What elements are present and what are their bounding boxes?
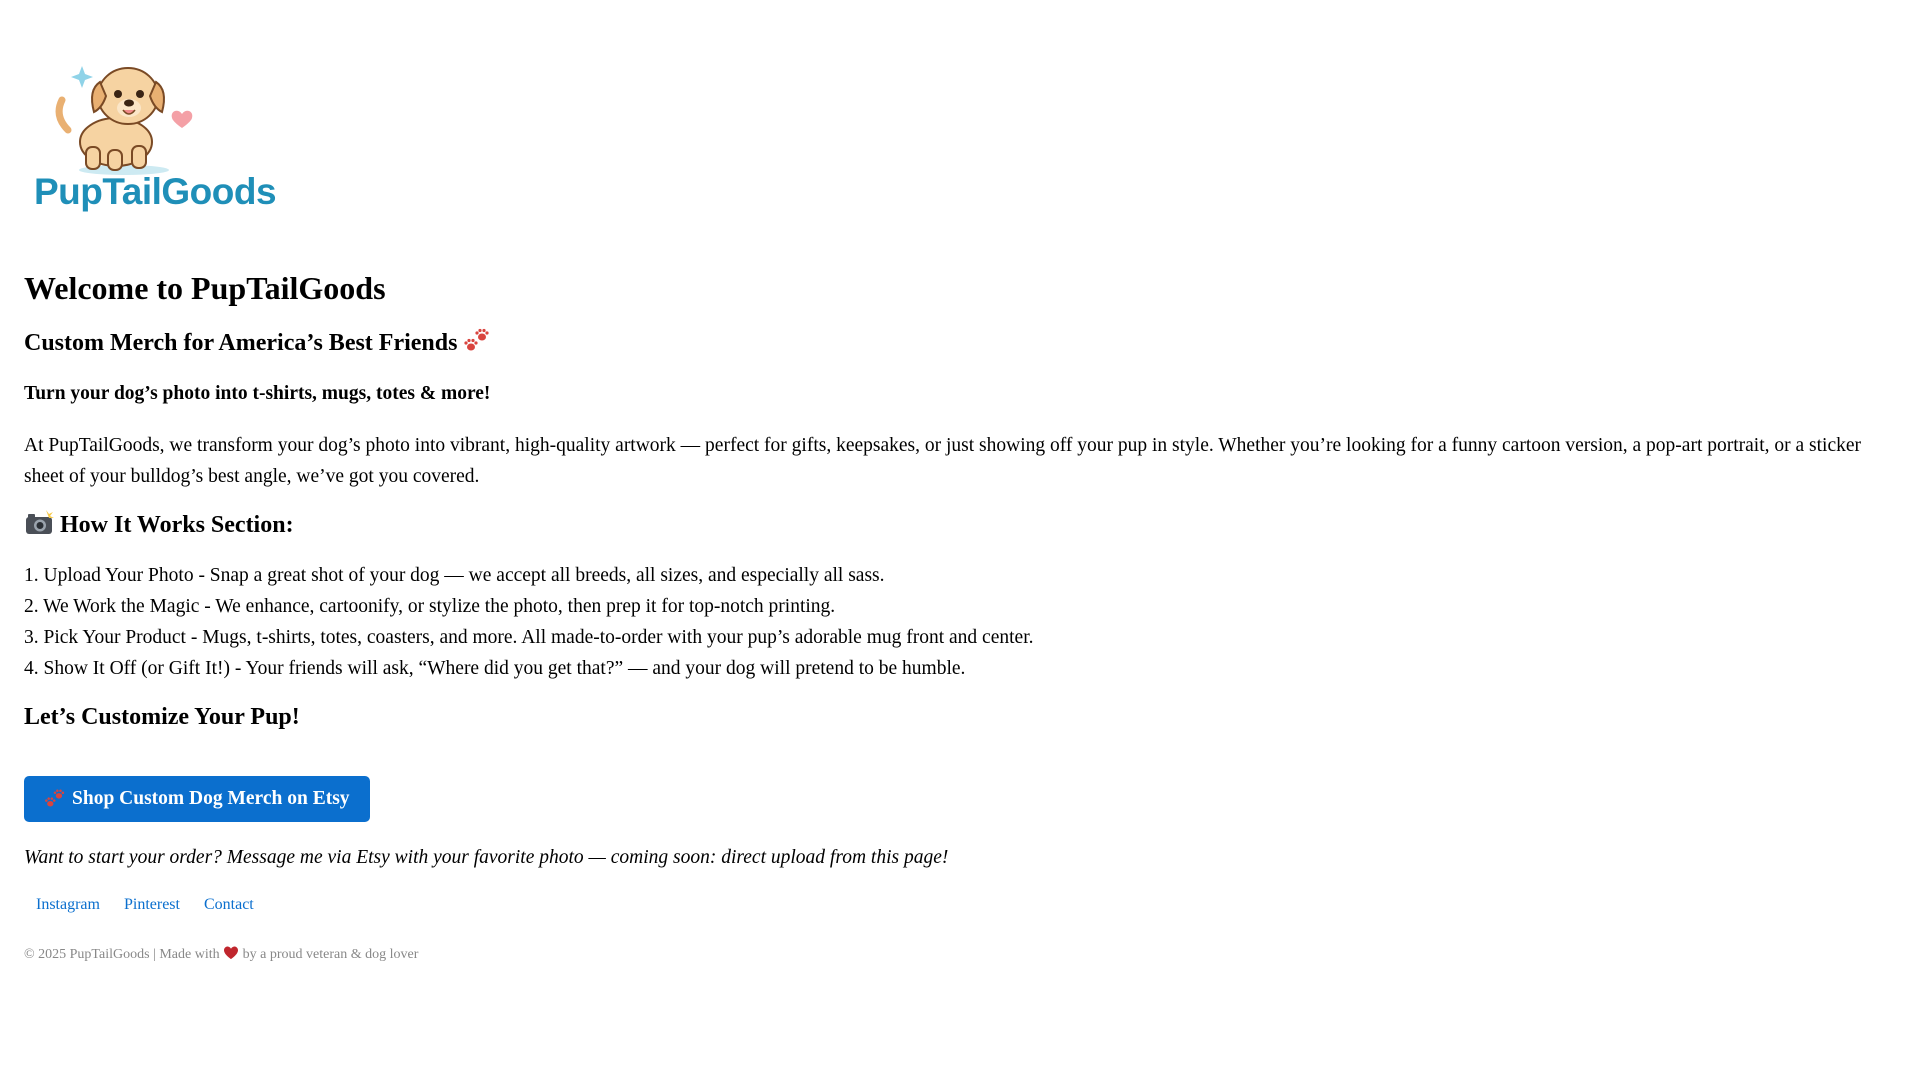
hero-subtitle-text: Custom Merch for America’s Best Friends — [24, 330, 458, 356]
list-item: 1. Upload Your Photo - Snap a great shot of your dog — we accept all breeds, all sizes, and especially all sass. — [24, 565, 885, 586]
heart-icon — [223, 946, 239, 960]
paw-prints-icon — [44, 788, 66, 810]
puppy-logo-icon — [24, 52, 224, 177]
tagline: Turn your dog’s photo into t-shirts, mugs, totes & more! — [24, 383, 491, 404]
list-item: 3. Pick Your Product - Mugs, t-shirts, totes, coasters, and more. All made-to-order with your pup’s adorable mug front and center. — [24, 627, 1034, 648]
paw-prints-icon — [463, 327, 491, 355]
cta-heading: Let’s Customize Your Pup! — [24, 704, 300, 730]
shop-etsy-button[interactable] — [24, 776, 370, 822]
list-item: 4. Show It Off (or Gift It!) - Your friends will ask, “Where did you get that?” — and your dog will pretend to be humble. — [24, 658, 966, 679]
how-it-works-heading — [24, 510, 294, 540]
hero-subtitle — [24, 327, 491, 358]
site-logo[interactable] — [24, 52, 277, 232]
copyright-suffix: by a proud veteran & dog lover — [242, 947, 419, 962]
intro-paragraph: At PupTailGoods, we transform your dog’s photo into vibrant, high-quality artwork — perfect for gifts, keepsakes, or just showing off your pup in style. Whether you’re looking for a funny cartoon version, a pop-art portrait, or a sticker sheet of your bulldog’s best angle, we’ve got you covered. — [24, 435, 1862, 487]
footer-link-contact[interactable]: Contact — [203, 896, 254, 913]
footer-link-instagram[interactable]: Instagram — [36, 896, 100, 913]
page-title: Welcome to PupTailGoods — [24, 270, 386, 306]
footer-nav — [24, 894, 266, 916]
logo-text: PupTailGoods — [34, 171, 277, 212]
shop-etsy-button-label: Shop Custom Dog Merch on Etsy — [72, 788, 350, 809]
footer-link-pinterest[interactable]: Pinterest — [123, 896, 180, 913]
steps-list — [24, 560, 1034, 684]
list-item: 2. We Work the Magic - We enhance, cartoonify, or stylize the photo, then prep it for top-notch printing. — [24, 596, 836, 617]
copyright-prefix: © 2025 PupTailGoods | Made with — [24, 947, 220, 962]
camera-flash-icon — [24, 510, 54, 536]
how-it-works-label: How It Works Section: — [60, 512, 294, 538]
copyright — [24, 945, 418, 965]
order-note: Want to start your order? Message me via Etsy with your favorite photo — coming soon: direct upload from this page! — [24, 847, 949, 868]
